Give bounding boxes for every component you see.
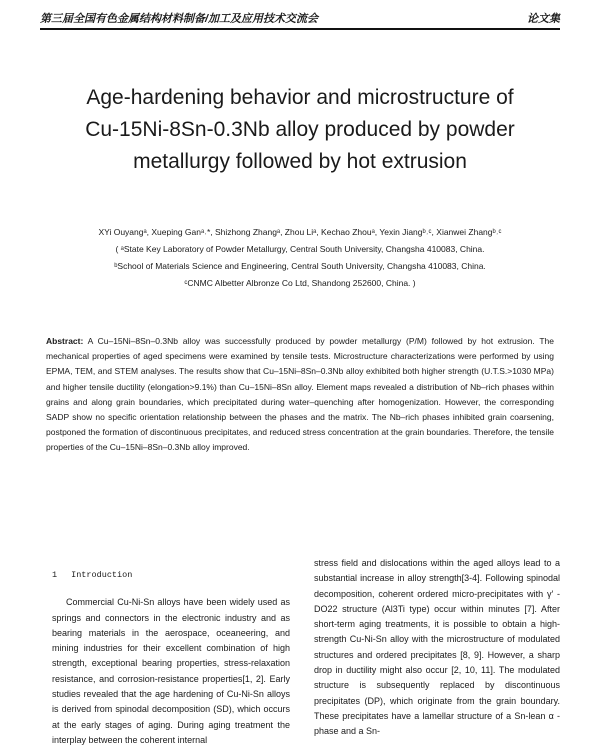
title-line: Cu-15Ni-8Sn-0.3Nb alloy produced by powder bbox=[85, 118, 515, 141]
intro-paragraph-continued: stress field and dislocations within the aged alloys lead to a substantial increase in alloy strength[3-4]. Following spinodal decomposition, coherent ordered micro-precipitates with γ′ -DO22 structure (Al3Ti type) occur within minutes [7]. After short-term aging treatments, it is possible to obtain a high-strength Cu-Ni-Sn alloy with the microstructure of modulated structures and ordered precipitates [8, 9]. However, a sharp drop in ductility might also occur [2, 10, 11]. The modulated structure is subsequently replaced by discontinuous precipitates (DP), which originate from the grain boundary. These precipitates have a lamellar structure of a Sn-lean α -phase and a Sn- bbox=[314, 558, 560, 737]
section-title: Introduction bbox=[71, 570, 133, 580]
abstract-text: A Cu–15Ni–8Sn–0.3Nb alloy was successfully produced by powder metallurgy (P/M) followed by hot extrusion. The mechanical properties of aged specimens were examined by tensile tests. Microstructure characterizations were performed by using EPMA, TEM, and STEM analyses. The results show that Cu–15Ni–8Sn–0.3Nb alloy exhibited both higher strength (U.T.S.>1030 MPa) and higher tensile ductility (elongation>9.1%) than Cu–15Ni–8Sn alloy. Element maps revealed a distribution of Nb–rich phases within grains and along grain boundaries, which precipitated during water–quenching after homogenization. However, the corresponding SADP show no specific orientation relationship between the phases and the matrix. The Nb–rich phases inhibited grain coarsening, postponed the formation of discontinuous precipitates, and reduced stress concentration at the grain boundaries. Therefore, the tensile properties of the Cu–15Ni–8Sn–0.3Nb alloy improved. bbox=[46, 336, 554, 453]
affiliation-a: ( ᵃState Key Laboratory of Powder Metallurgy, Central South University, Changsha 410083, China. bbox=[115, 244, 485, 254]
title-line: metallurgy followed by hot extrusion bbox=[133, 150, 467, 173]
title-line: Age-hardening behavior and microstructure of bbox=[86, 86, 514, 109]
section-number: 1 bbox=[52, 570, 58, 580]
header-divider bbox=[40, 28, 560, 30]
author-block bbox=[40, 224, 560, 292]
abstract bbox=[46, 334, 554, 456]
intro-paragraph: Commercial Cu-Ni-Sn alloys have been widely used as springs and connectors in the electronic industry and as bearing materials in the aerospace, oceaneering, and mining industries for their excellent combination of high strength, exceptional bearing properties, stress-relaxation resistance, and corrosion-resistance properties[1, 2]. Early studies revealed that the age hardening of Cu-Ni-Sn alloys is derived from spinodal decomposition (SD), which occurs at the early stages of aging. During aging treatment the interplay between the coherent internal bbox=[52, 597, 290, 745]
right-column bbox=[314, 556, 560, 740]
section-label: 论文集 bbox=[527, 13, 560, 25]
paper-title bbox=[40, 82, 560, 178]
conference-name: 第三届全国有色金属结构材料制备/加工及应用技术交流会 bbox=[40, 13, 319, 25]
section-heading bbox=[52, 568, 290, 583]
abstract-label: Abstract: bbox=[46, 336, 84, 346]
running-header bbox=[40, 6, 560, 28]
affiliation-c: ᶜCNMC Albetter Albronze Co Ltd, Shandong 252600, China. ) bbox=[184, 278, 416, 288]
left-column bbox=[52, 568, 290, 748]
affiliation-b: ᵇSchool of Materials Science and Engineering, Central South University, Changsha 410083, China. bbox=[114, 261, 486, 271]
author-names: XYi Ouyangᵃ, Xueping Ganᵃ˒*, Shizhong Zhangᵃ, Zhou Liᵃ, Kechao Zhouᵃ, Yexin Jiangᵇ˒ᶜ, Xianwei Zhangᵇ˒ᶜ bbox=[98, 227, 502, 237]
